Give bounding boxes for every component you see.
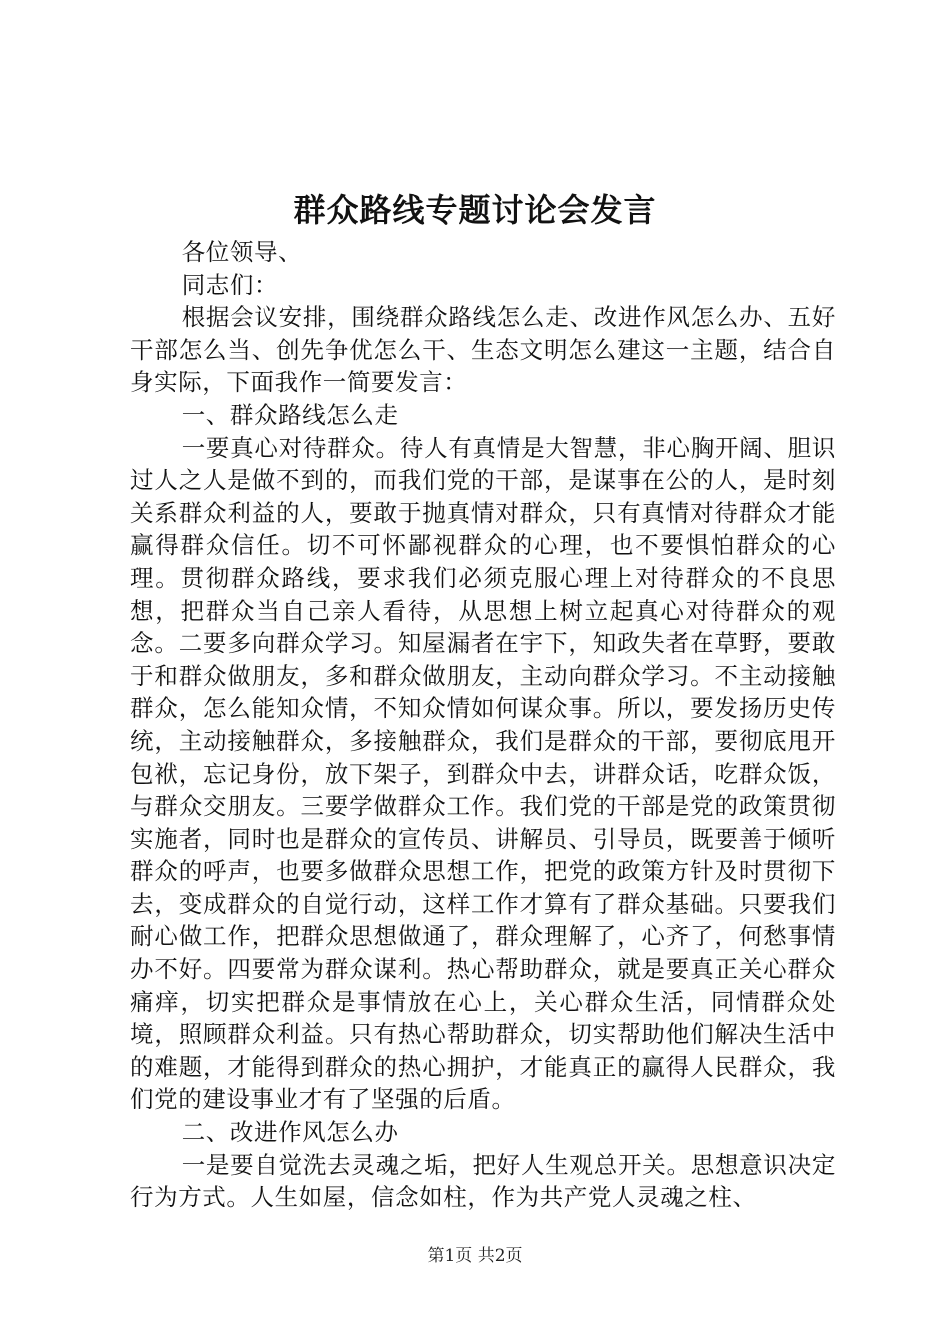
section-1-paragraph: 一要真心对待群众。待人有真情是大智慧，非心胸开阔、胆识过人之人是做不到的，而我们党的干部，是谋事在公的人，是时刻关系群众利益的人，要敢于抛真情对群众，只有真情对待群众才能赢得群众信任。切不可怀鄙视群众的心理，也不要惧怕群众的心理。贯彻群众路线，要求我们必须克服心理上对待群众的不良思想，把群众当自己亲人看待，从思想上树立起真心对待群众的观念。二要多向群众学习。知屋漏者在宇下，知政失者在草野，要敢于和群众做朋友，多和群众做朋友，主动向群众学习。不主动接触群众，怎么能知众情，不知众情如何谋众事。所以，要发扬历史传统，主动接触群众，多接触群众，我们是群众的干部，要彻底甩开包袱，忘记身份，放下架子，到群众中去，讲群众话，吃群众饭，与群众交朋友。三要学做群众工作。我们党的干部是党的政策贯彻实施者，同时也是群众的宣传员、讲解员、引导员，既要善于倾听群众的呼声，也要多做群众思想工作，把党的政策方针及时贯彻下去，变成群众的自觉行动，这样工作才算有了群众基础。只要我们耐心做工作，把群众思想做通了，群众理解了，心齐了，何愁事情办不好。四要常为群众谋利。热心帮助群众，就是要真正关心群众痛痒，切实把群众是事情放在心上，关心群众生活，同情群众处境，照顾群众利益。只有热心帮助群众，切实帮助他们解决生活中的难题，才能得到群众的热心拥护，才能真正的赢得人民群众，我们党的建设事业才有了坚强的后盾。: [130, 433, 836, 1114]
intro-paragraph: 根据会议安排，围绕群众路线怎么走、改进作风怎么办、五好干部怎么当、创先争优怎么干、生态文明怎么建这一主题，结合自身实际，下面我作一简要发言：: [130, 303, 836, 397]
salutation-leaders: 各位领导、: [181, 238, 303, 266]
section-heading-2: 二、改进作风怎么办: [181, 1118, 399, 1147]
salutation-comrades: 同志们：: [181, 270, 279, 299]
section-2-paragraph: 一是要自觉洗去灵魂之垢，把好人生观总开关。思想意识决定行为方式。人生如屋，信念如柱，作为共产党人灵魂之柱、: [130, 1150, 836, 1212]
document-title: 群众路线专题讨论会发言: [293, 191, 657, 229]
document-body: [130, 236, 836, 1214]
section-heading-1: 一、群众路线怎么走: [181, 400, 399, 429]
page-footer: 第1页 共2页: [427, 1246, 523, 1266]
